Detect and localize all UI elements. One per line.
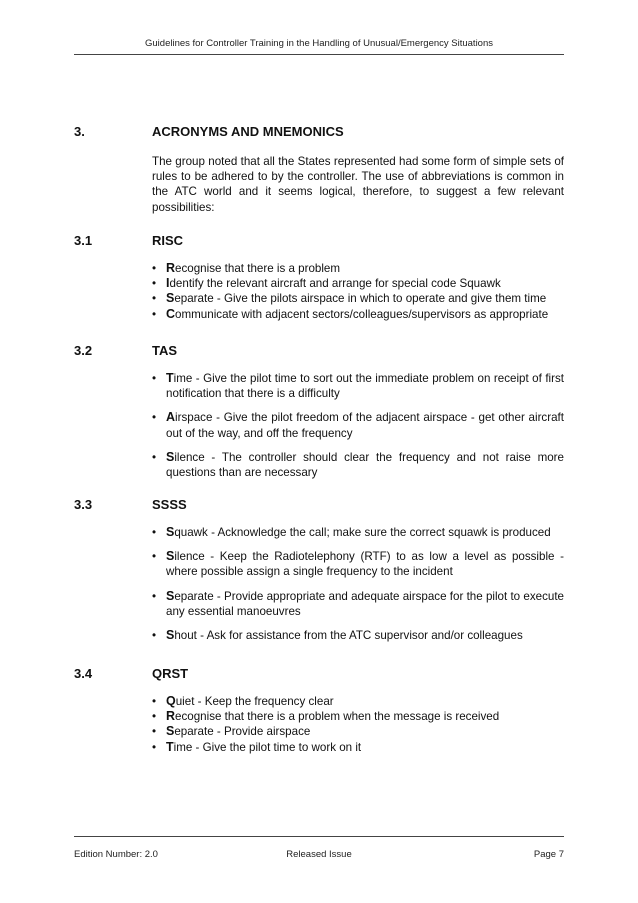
bullet-list bbox=[152, 525, 564, 643]
page-header: Guidelines for Controller Training in the Handling of Unusual/Emergency Situations bbox=[145, 38, 493, 49]
mnemonic-letter: S bbox=[166, 449, 175, 464]
bullet-icon: • bbox=[152, 710, 157, 724]
list-item bbox=[152, 525, 564, 540]
mnemonic-letter: C bbox=[166, 306, 176, 321]
section-heading bbox=[74, 233, 564, 253]
footer-rule bbox=[74, 836, 564, 837]
section-number: 3.1 bbox=[74, 233, 93, 248]
item-text: irspace - Give the pilot freedom of the adjacent airspace - get other aircraft out of the way, and off the frequency bbox=[166, 411, 564, 440]
section-number: 3.2 bbox=[74, 343, 93, 358]
item-text: eparate - Provide airspace bbox=[174, 725, 311, 739]
list-item bbox=[152, 694, 564, 709]
bullet-icon: • bbox=[152, 629, 157, 643]
section-heading bbox=[74, 666, 564, 686]
item-text: hout - Ask for assistance from the ATC supervisor and/or colleagues bbox=[174, 629, 523, 643]
list-item bbox=[152, 371, 564, 401]
bullet-icon: • bbox=[152, 695, 157, 708]
section-3 bbox=[74, 124, 564, 215]
mnemonic-letter: S bbox=[166, 525, 175, 539]
bullet-list bbox=[152, 261, 564, 322]
item-text: ime - Give the pilot time to sort out the immediate problem on receipt of first notification that there is a difficulty bbox=[166, 372, 564, 401]
section-heading bbox=[74, 124, 564, 144]
section-title: TAS bbox=[152, 343, 178, 358]
bullet-icon: • bbox=[152, 550, 157, 564]
bullet-icon: • bbox=[152, 450, 157, 464]
bullet-icon: • bbox=[152, 526, 157, 539]
item-text: ecognise that there is a problem bbox=[175, 262, 341, 275]
bullet-icon: • bbox=[152, 589, 157, 603]
section-number: 3.3 bbox=[74, 497, 93, 512]
section-number: 3. bbox=[74, 124, 85, 139]
section-title: SSSS bbox=[152, 497, 187, 512]
item-text: ommunicate with adjacent sectors/colleagues/supervisors as appropriate bbox=[175, 307, 549, 321]
list-item bbox=[152, 291, 564, 306]
item-text: ilence - The controller should clear the frequency and not raise more questions than are necessary bbox=[166, 450, 564, 480]
item-text: eparate - Provide appropriate and adequate airspace for the pilot to execute any essential manoeuvres bbox=[166, 589, 564, 618]
bullet-list bbox=[152, 694, 564, 755]
section-heading bbox=[74, 343, 564, 363]
edition-number: Edition Number: 2.0 bbox=[74, 849, 158, 860]
item-text: uiet - Keep the frequency clear bbox=[175, 695, 334, 708]
list-item bbox=[152, 450, 564, 480]
mnemonic-letter: S bbox=[166, 291, 175, 306]
bullet-icon: • bbox=[152, 262, 157, 275]
mnemonic-letter: R bbox=[166, 261, 176, 275]
list-item bbox=[152, 276, 564, 291]
item-text: quawk - Acknowledge the call; make sure the correct squawk is produced bbox=[174, 526, 551, 539]
list-item bbox=[152, 589, 564, 619]
section-title: ACRONYMS AND MNEMONICS bbox=[152, 124, 344, 139]
list-item bbox=[152, 410, 564, 440]
item-text: ecognise that there is a problem when the message is received bbox=[175, 710, 500, 724]
item-text: ilence - Keep the Radiotelephony (RTF) to as low a level as possible - where possible assign a single frequency to the incident bbox=[166, 550, 564, 579]
section-3-4 bbox=[74, 666, 564, 755]
bullet-icon: • bbox=[152, 411, 157, 425]
item-text: ime - Give the pilot time to work on it bbox=[173, 740, 362, 754]
list-item bbox=[152, 261, 564, 276]
mnemonic-letter: Q bbox=[166, 694, 176, 708]
mnemonic-letter: A bbox=[166, 410, 176, 425]
bullet-list bbox=[152, 371, 564, 480]
mnemonic-letter: S bbox=[166, 549, 175, 564]
bullet-icon: • bbox=[152, 292, 157, 306]
section-title: QRST bbox=[152, 666, 189, 681]
section-heading bbox=[74, 497, 564, 517]
bullet-icon: • bbox=[152, 725, 157, 739]
bullet-icon: • bbox=[152, 740, 157, 754]
mnemonic-letter: T bbox=[166, 371, 174, 385]
mnemonic-letter: S bbox=[166, 588, 175, 603]
list-item bbox=[152, 724, 564, 739]
mnemonic-letter: I bbox=[166, 276, 170, 291]
item-text: eparate - Give the pilots airspace in which to operate and give them time bbox=[174, 292, 547, 306]
section-number: 3.4 bbox=[74, 666, 93, 681]
section-title: RISC bbox=[152, 233, 184, 248]
section-3-3 bbox=[74, 497, 564, 652]
list-item bbox=[152, 740, 564, 755]
mnemonic-letter: R bbox=[166, 709, 176, 724]
list-item bbox=[152, 628, 564, 643]
intro-paragraph: The group noted that all the States represented had some form of simple sets of rules to be adhered to by the controller. The use of abbreviations is common in the ATC world and it seems logical, therefore, to suggest a few relevant possibilities: bbox=[152, 155, 564, 214]
item-text: dentify the relevant aircraft and arrange for special code Squawk bbox=[169, 277, 501, 291]
section-3-2 bbox=[74, 343, 564, 489]
mnemonic-letter: S bbox=[166, 724, 175, 739]
bullet-icon: • bbox=[152, 307, 157, 321]
mnemonic-letter: T bbox=[166, 739, 174, 754]
release-status: Released Issue bbox=[286, 849, 352, 860]
list-item bbox=[152, 307, 564, 322]
bullet-icon: • bbox=[152, 372, 157, 385]
mnemonic-letter: S bbox=[166, 628, 175, 643]
list-item bbox=[152, 709, 564, 724]
list-item bbox=[152, 549, 564, 579]
section-3-1 bbox=[74, 233, 564, 322]
bullet-icon: • bbox=[152, 277, 157, 291]
page-number: Page 7 bbox=[533, 849, 564, 860]
header-rule bbox=[74, 54, 564, 55]
